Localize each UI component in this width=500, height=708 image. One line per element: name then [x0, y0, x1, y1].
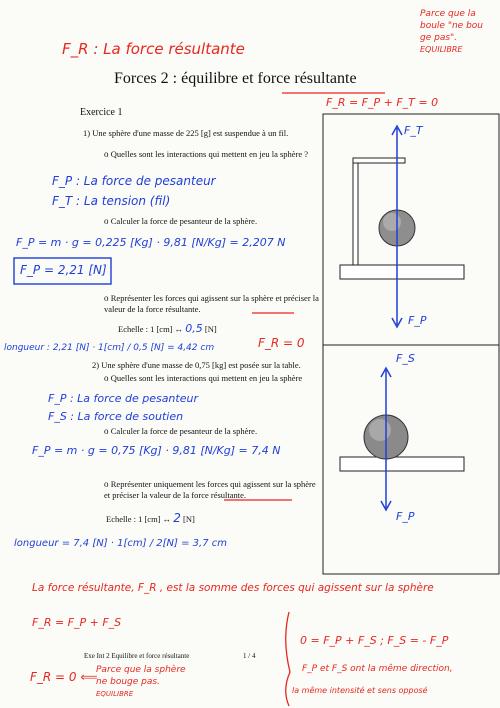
note-line: boule "ne bou: [420, 21, 483, 31]
bullet-text: Quelles sont les interactions qui mettent en jeu la sphère ?: [110, 149, 309, 159]
q1-bullet-2: o Calculer la force de pesanteur de la sphère.: [104, 216, 258, 226]
bullet-text: Représenter uniquement les forces qui agissent sur la sphère et préciser la valeur de la force résultante.: [104, 479, 316, 500]
handwritten-calc-1: F_P = m · g = 0,225 [Kg] · 9,81 [N/Kg] = 2,207 N: [16, 236, 286, 249]
note-line: Parce que la: [420, 9, 476, 19]
bullet-text: Calculer la force de pesanteur de la sphère.: [110, 426, 258, 436]
handwritten-equation-fr: F_R = F_P + F_T = 0: [326, 96, 439, 109]
reason-line: EQUILIBRE: [96, 690, 134, 698]
scale-unit: [N]: [183, 514, 195, 524]
question-statement: Une sphère d'une masse de 225 [g] est suspendue à un fil.: [92, 128, 289, 138]
label-fs: F_S: [396, 352, 415, 365]
handwritten-fp-definition: F_P : La force de pesanteur: [52, 174, 216, 188]
handwritten-equilibrium-note: [420, 8, 498, 56]
bullet-text: Quelles sont les interactions qui mettent en jeu la sphère: [110, 373, 303, 383]
handwritten-fr-definition: F_R : La force résultante: [62, 40, 245, 58]
handwritten-summary: La force résultante, F_R , est la somme des forces qui agissent sur la sphère: [32, 582, 434, 594]
bullet-text: Représenter les forces qui agissent sur la sphère et préciser la valeur de la force résultante.: [104, 293, 319, 314]
handwritten-same-intensity: la même intensité et sens opposé: [292, 686, 428, 695]
question-statement: Une sphère d'une masse de 0,75 [kg] est posée sur la table.: [101, 360, 301, 370]
label-fp-top-panel: F_P: [408, 314, 427, 327]
q2-bullet-1: o Quelles sont les interactions qui mettent en jeu la sphère: [104, 373, 303, 383]
q1-scale: [118, 323, 217, 335]
note-line: ge pas".: [420, 33, 458, 43]
handwritten-zero-equation: 0 = F_P + F_S ; F_S = - F_P: [300, 634, 449, 647]
question-1: [83, 128, 323, 139]
handwritten-fr-zero-bottom: F_R = 0 ⟸: [30, 670, 98, 684]
question-number: 2): [92, 360, 100, 370]
handwritten-same-direction: F_P et F_S ont la même direction,: [302, 664, 453, 674]
handwritten-calc-2: F_P = m · g = 0,75 [Kg] · 9,81 [N/Kg] = 7,4 N: [32, 444, 281, 457]
q1-bullet-1: o Quelles sont les interactions qui mettent en jeu la sphère ?: [104, 149, 309, 159]
q2-bullet-2: o Calculer la force de pesanteur de la sphère.: [104, 426, 258, 436]
q2-scale: [106, 513, 195, 525]
bullet-text: Calculer la force de pesanteur de la sphère.: [110, 216, 258, 226]
scale-value: 0,5: [185, 322, 203, 335]
handwritten-bottom-reason: [96, 664, 186, 700]
label-fp-bottom-panel: F_P: [396, 510, 415, 523]
scale-value: 2: [173, 511, 181, 525]
scale-unit: [N]: [204, 324, 217, 334]
footer-page-number: 1 / 4: [243, 652, 256, 660]
handwritten-ft-definition: F_T : La tension (fil): [52, 194, 171, 208]
question-2: [92, 360, 324, 371]
handwritten-sum-equation: F_R = F_P + F_S: [32, 616, 122, 629]
scale-label: Echelle : 1 [cm] ↔: [118, 324, 184, 334]
handwritten-length-2: longueur = 7,4 [N] · 1[cm] / 2[N] = 3,7 cm: [14, 538, 227, 549]
scale-label: Echelle : 1 [cm] ↔: [106, 514, 172, 524]
reason-line: Parce que la sphère: [96, 665, 186, 675]
handwritten-fs-definition: F_S : La force de soutien: [48, 410, 184, 423]
handwritten-fp-definition-2: F_P : La force de pesanteur: [48, 392, 198, 405]
label-ft-top: F_T: [404, 124, 423, 137]
exercise-heading: Exercice 1: [80, 107, 123, 118]
note-line: EQUILIBRE: [420, 45, 463, 54]
q2-bullet-3: o Représenter uniquement les forces qui agissent sur la sphère et préciser la valeur de la force résultante.: [104, 479, 316, 500]
footer-title: Exe Int 2 Equilibre et force résultante: [84, 652, 190, 660]
handwritten-length-1: longueur : 2,21 [N] · 1[cm] / 0,5 [N] = 4,42 cm: [4, 343, 215, 353]
handwritten-result-1: F_P = 2,21 [N]: [20, 263, 107, 277]
question-number: 1): [83, 128, 91, 138]
page-title: Forces 2 : équilibre et force résultante: [114, 70, 357, 87]
reason-line: ne bouge pas.: [96, 677, 160, 687]
q1-bullet-3: o Représenter les forces qui agissent sur la sphère et préciser la valeur de la force résultante.: [104, 293, 319, 314]
handwritten-fr-zero: F_R = 0: [258, 336, 305, 350]
